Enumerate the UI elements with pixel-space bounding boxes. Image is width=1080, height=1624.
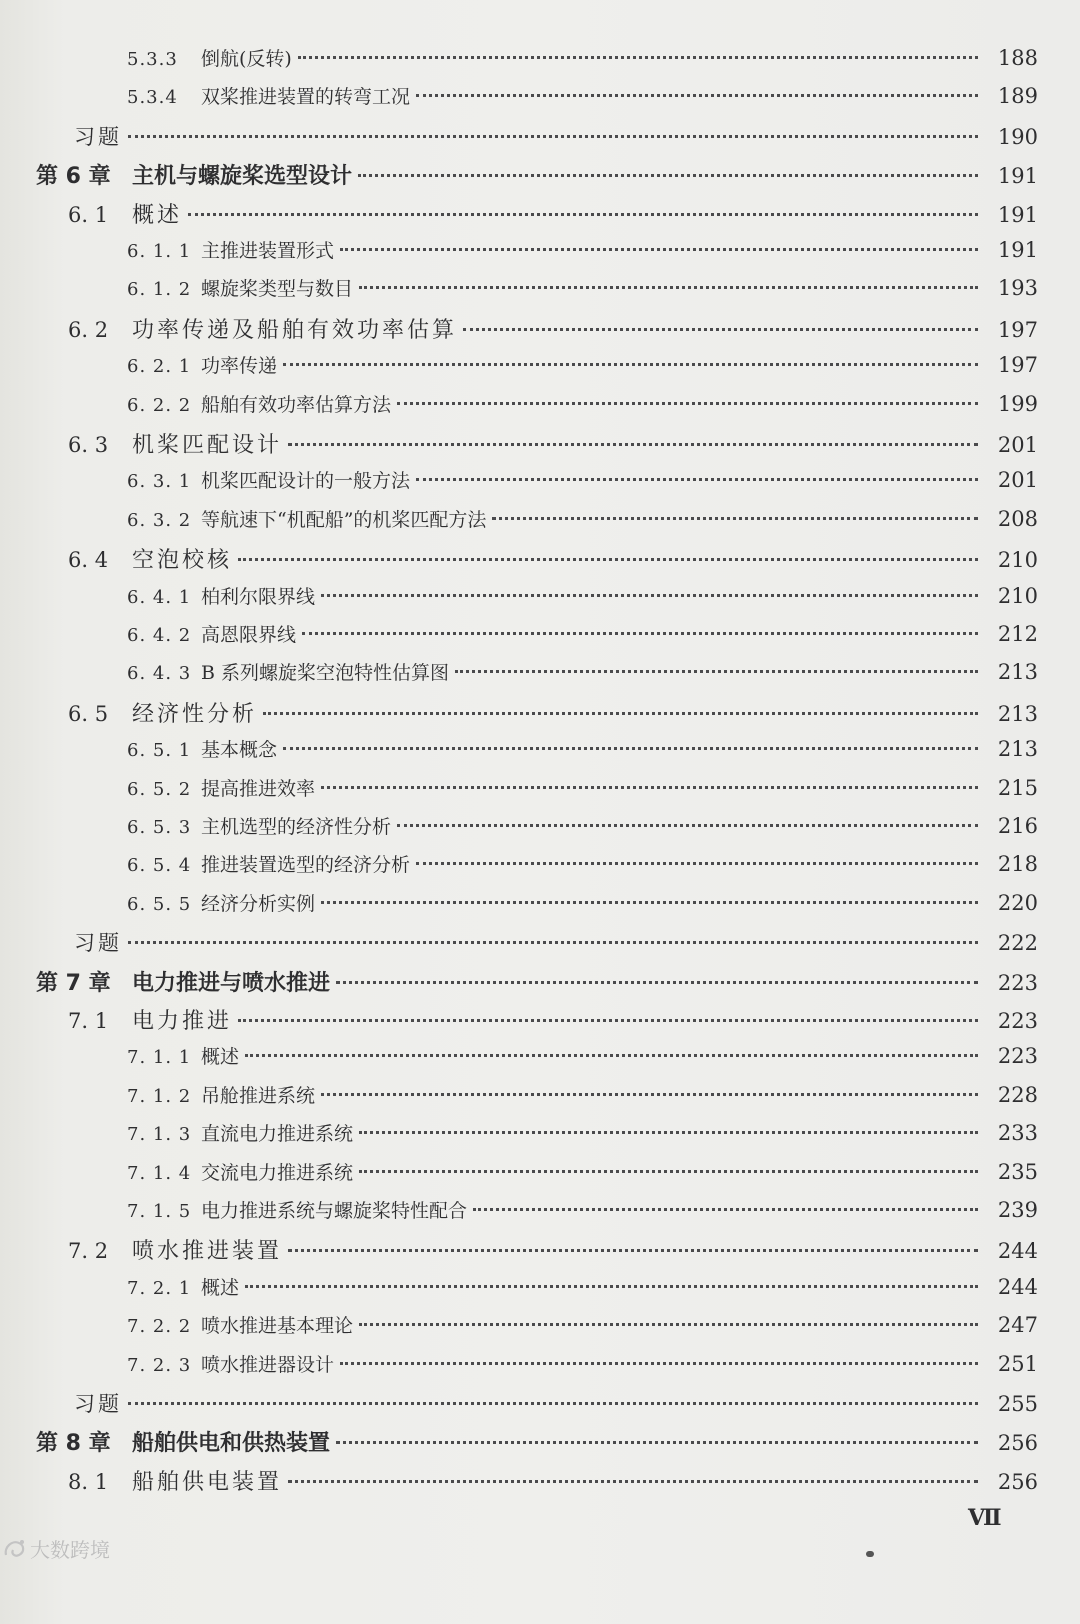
toc-entry-number: 6. 5. 4 — [127, 855, 192, 877]
toc-entry-title: 概述 — [132, 202, 183, 228]
toc-entry-number: 8. 1 — [68, 1469, 109, 1494]
toc-entry-page: 213 — [997, 701, 1038, 726]
toc-entry-page: 189 — [997, 84, 1038, 109]
toc-entry — [0, 966, 1080, 1006]
toc-entry-number: 6. 1 — [68, 202, 109, 227]
dot-leader — [321, 594, 978, 597]
dot-leader — [336, 981, 978, 984]
dot-leader — [359, 1131, 978, 1134]
toc-entry-number: 6. 5. 1 — [127, 740, 192, 762]
toc-entry-number: 6. 5. 5 — [127, 893, 192, 915]
toc-entry-page: 191 — [997, 202, 1038, 227]
toc-entry-page: 213 — [997, 660, 1038, 685]
toc-entry — [0, 658, 1080, 698]
toc-entry-page: 213 — [997, 737, 1038, 762]
toc-entry-number: 7. 1. 1 — [127, 1047, 192, 1069]
toc-entry — [0, 82, 1080, 122]
dot-leader — [302, 632, 978, 635]
dot-leader — [397, 402, 978, 405]
dot-leader — [336, 1441, 978, 1444]
toc-entry-number: 6. 4 — [68, 548, 109, 573]
toc-entry-number: 6. 2. 1 — [127, 356, 192, 378]
toc-entry-title: 功率传递及船舶有效功率估算 — [132, 317, 458, 343]
toc-entry — [0, 812, 1080, 852]
dot-leader — [288, 443, 978, 446]
toc-entry — [0, 1273, 1080, 1313]
dot-leader — [359, 1170, 978, 1173]
toc-entry-title: 直流电力推进系统 — [201, 1123, 354, 1146]
watermark-icon — [2, 1537, 28, 1561]
toc-entry-title: 螺旋桨类型与数目 — [201, 278, 354, 301]
dot-leader — [263, 712, 978, 715]
toc-entry-number: 7. 1. 2 — [127, 1085, 192, 1107]
toc-entry-number: 6. 4. 3 — [127, 663, 192, 685]
toc-entry-number: 5.3.3 — [127, 49, 178, 70]
toc-entry — [0, 274, 1080, 314]
toc-entry-title: 主机与螺旋桨选型设计 — [132, 164, 353, 190]
toc-entry-page: 256 — [997, 1469, 1038, 1494]
toc-entry-title: 机桨匹配设计的一般方法 — [201, 470, 411, 493]
toc-entry-number: 6. 5. 2 — [127, 778, 192, 800]
dot-leader — [492, 517, 978, 520]
toc-entry-title: 柏利尔限界线 — [201, 585, 316, 608]
toc-entry-number: 7. 2. 2 — [127, 1316, 192, 1338]
dot-leader — [283, 363, 978, 366]
toc-entry-page: 201 — [997, 468, 1038, 493]
toc-entry-number: 6. 3. 1 — [127, 471, 192, 493]
dot-leader — [321, 901, 978, 904]
toc-entry-number: 6. 1. 2 — [127, 279, 192, 301]
toc-entry-number: 第 6 章 — [36, 164, 111, 190]
dot-leader — [359, 286, 978, 289]
toc-entry — [0, 466, 1080, 506]
toc-entry — [0, 543, 1080, 583]
toc-entry — [0, 390, 1080, 430]
toc-entry-page: 223 — [997, 970, 1038, 995]
toc-entry-title: 推进装置选型的经济分析 — [201, 854, 411, 877]
toc-entry-title: 喷水推进装置 — [132, 1239, 283, 1265]
toc-entry-title: 习题 — [74, 931, 122, 956]
toc-entry-title: 概述 — [201, 1276, 240, 1299]
toc-entry-page: 235 — [997, 1159, 1038, 1184]
dot-leader — [463, 328, 978, 331]
dot-leader — [298, 56, 978, 59]
toc-entry-title: 双桨推进装置的转弯工况 — [201, 86, 411, 109]
dot-leader — [321, 786, 978, 789]
dot-leader — [238, 1019, 978, 1022]
toc-entry-number: 6. 2 — [68, 317, 109, 342]
toc-entry — [0, 236, 1080, 276]
toc-entry-number: 6. 4. 1 — [127, 586, 192, 608]
toc-entry-page: 188 — [997, 46, 1038, 70]
toc-entry-number: 6. 2. 2 — [127, 394, 192, 416]
toc-entry — [0, 428, 1080, 468]
toc-entry — [0, 1119, 1080, 1159]
dot-leader — [416, 94, 978, 97]
toc-entry-title: 喷水推进器设计 — [201, 1353, 335, 1376]
toc-entry — [0, 198, 1080, 238]
dot-leader — [245, 1285, 978, 1288]
dot-leader — [128, 941, 978, 944]
toc-entry-title: 等航速下“机配船”的机桨匹配方法 — [201, 508, 487, 531]
dot-leader — [340, 248, 978, 251]
dot-leader — [359, 1323, 978, 1326]
dot-leader — [397, 824, 978, 827]
dot-leader — [128, 1402, 978, 1405]
dot-leader — [288, 1249, 978, 1252]
toc-entry — [0, 1350, 1080, 1390]
toc-entry — [0, 1311, 1080, 1351]
dot-leader — [473, 1208, 978, 1211]
toc-entry — [0, 889, 1080, 929]
dot-leader — [358, 174, 978, 177]
toc-entry — [0, 1042, 1080, 1082]
toc-entry-number: 7. 1. 5 — [127, 1201, 192, 1222]
toc-entry-title: 习题 — [74, 1392, 122, 1416]
toc-entry-number: 7. 1 — [68, 1009, 109, 1033]
toc-entry-page: 208 — [997, 506, 1038, 531]
toc-entry — [0, 351, 1080, 391]
toc-entry — [0, 1004, 1080, 1044]
toc-entry-page: 193 — [997, 276, 1038, 301]
toc-entry-page: 244 — [997, 1274, 1038, 1299]
toc-entry-number: 5.3.4 — [127, 87, 178, 109]
toc-entry — [0, 697, 1080, 737]
toc-entry-page: 239 — [997, 1198, 1038, 1222]
toc-entry-number: 6. 1. 1 — [127, 241, 192, 262]
toc-entry-title: 提高推进效率 — [201, 777, 316, 800]
toc-entry-page: 228 — [997, 1082, 1038, 1107]
toc-entry — [0, 121, 1080, 161]
toc-entry-title: 概述 — [201, 1046, 240, 1069]
toc-entry-page: 191 — [997, 238, 1038, 262]
toc-entry-title: 习题 — [74, 124, 122, 149]
toc-entry — [0, 313, 1080, 353]
toc-entry-number: 7. 2. 3 — [127, 1354, 192, 1376]
toc-entry — [0, 44, 1080, 84]
toc-entry-title: B 系列螺旋桨空泡特性估算图 — [201, 662, 450, 685]
toc-entry — [0, 159, 1080, 199]
toc-entry — [0, 1426, 1080, 1466]
toc-entry-page: 222 — [997, 931, 1038, 956]
toc-entry-page: 244 — [997, 1239, 1038, 1264]
watermark-logo — [2, 1534, 110, 1563]
toc-entry-page: 220 — [997, 890, 1038, 915]
toc-entry-number: 6. 3. 2 — [127, 509, 192, 531]
toc-entry-title: 机桨匹配设计 — [132, 433, 283, 458]
toc-entry — [0, 1388, 1080, 1428]
toc-entry-page: 223 — [997, 1044, 1038, 1069]
toc-entry-title: 吊舱推进系统 — [201, 1084, 316, 1107]
toc-entry-title: 船舶供电和供热装置 — [132, 1431, 331, 1457]
toc-entry-number: 6. 4. 2 — [127, 625, 192, 646]
toc-entry — [0, 505, 1080, 545]
toc-entry-page: 247 — [997, 1313, 1038, 1338]
toc-entry-page: 190 — [997, 124, 1038, 149]
dot-leader — [455, 670, 978, 673]
toc-entry-title: 电力推进与喷水推进 — [132, 970, 331, 996]
dot-leader — [238, 558, 978, 561]
toc-entry-title: 高恩限界线 — [201, 624, 297, 646]
toc-entry — [0, 1465, 1080, 1505]
toc-entry-title: 经济分析实例 — [201, 892, 316, 915]
toc-entry — [0, 582, 1080, 622]
toc-entry-page: 218 — [997, 852, 1038, 877]
toc-entry-title: 主推进装置形式 — [201, 240, 335, 262]
toc-entry-page: 223 — [997, 1009, 1038, 1033]
toc-entry-title: 倒航(反转) — [201, 48, 292, 70]
toc-entry-number: 7. 2 — [68, 1239, 109, 1264]
toc-entry-page: 210 — [997, 583, 1038, 608]
toc-entry-title: 基本概念 — [201, 739, 278, 762]
toc-entry-page: 201 — [997, 433, 1038, 457]
toc-entry-title: 主机选型的经济性分析 — [201, 816, 392, 838]
toc-entry-number: 6. 5. 3 — [127, 817, 192, 838]
dot-leader — [245, 1054, 978, 1057]
toc-entry-page: 216 — [997, 814, 1038, 838]
toc-entry-page: 256 — [997, 1431, 1038, 1456]
toc-entry-number: 第 8 章 — [36, 1431, 111, 1457]
toc-entry-title: 船舶有效功率估算方法 — [201, 393, 392, 416]
toc-entry-number: 6. 5 — [68, 701, 109, 726]
toc-entry-title: 喷水推进基本理论 — [201, 1315, 354, 1338]
toc-entry-page: 210 — [997, 548, 1038, 573]
toc-entry — [0, 850, 1080, 890]
dot-leader — [288, 1480, 978, 1483]
toc-entry-page: 233 — [997, 1121, 1038, 1146]
dot-leader — [416, 478, 978, 481]
toc-entry — [0, 1196, 1080, 1236]
page-number-roman: Ⅶ — [968, 1505, 1000, 1531]
toc-entry-title: 经济性分析 — [132, 701, 258, 727]
watermark-text: 大数跨境 — [30, 1538, 110, 1562]
toc-entry-title: 交流电力推进系统 — [201, 1161, 354, 1184]
toc-entry-page: 191 — [997, 164, 1038, 189]
toc-entry-title: 空泡校核 — [132, 548, 233, 574]
toc-entry-number: 6. 3 — [68, 433, 109, 457]
toc-entry-page: 215 — [997, 775, 1038, 800]
toc-entry-page: 251 — [997, 1351, 1038, 1376]
toc-entry — [0, 620, 1080, 660]
dot-leader — [283, 747, 978, 750]
toc-entry-title: 船舶供电装置 — [132, 1469, 283, 1495]
toc-entry-number: 7. 1. 3 — [127, 1124, 192, 1146]
toc-entry-page: 199 — [997, 391, 1038, 416]
toc-entry-title: 电力推进 — [132, 1009, 233, 1034]
toc-entry — [0, 1081, 1080, 1121]
toc-entry-page: 197 — [997, 317, 1038, 342]
dot-leader — [188, 213, 978, 216]
ink-speck — [866, 1551, 874, 1557]
toc-entry-number: 7. 2. 1 — [127, 1277, 192, 1299]
toc-entry-page: 197 — [997, 353, 1038, 378]
toc-entry-number: 第 7 章 — [36, 970, 111, 996]
toc-entry-page: 212 — [997, 622, 1038, 646]
toc-entry-title: 功率传递 — [201, 355, 278, 378]
toc-entry-page: 255 — [997, 1392, 1038, 1416]
dot-leader — [321, 1093, 978, 1096]
toc-entry — [0, 1158, 1080, 1198]
toc-entry-title: 电力推进系统与螺旋桨特性配合 — [201, 1200, 468, 1222]
toc-entry — [0, 735, 1080, 775]
toc-entry — [0, 774, 1080, 814]
toc-entry — [0, 927, 1080, 967]
toc-entry — [0, 1234, 1080, 1274]
dot-leader — [128, 135, 978, 138]
toc-entry-number: 7. 1. 4 — [127, 1162, 192, 1184]
dot-leader — [416, 862, 978, 865]
dot-leader — [340, 1362, 978, 1365]
